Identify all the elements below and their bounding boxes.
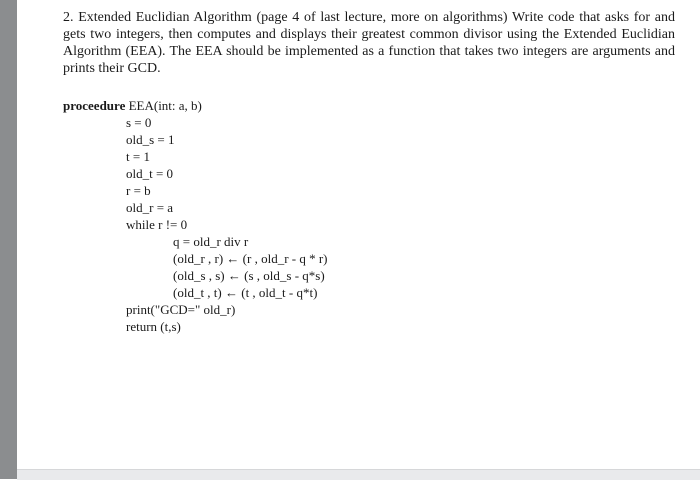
code-line: q = old_r div r bbox=[173, 234, 249, 249]
procedure-signature: EEA(int: a, b) bbox=[125, 98, 202, 113]
left-border bbox=[0, 0, 17, 479]
code-line: (old_s , s) ← (s , old_s - q*s) bbox=[173, 268, 325, 283]
code-line: (old_t , t) ← (t , old_t - q*t) bbox=[173, 285, 318, 300]
question-text: 2. Extended Euclidian Algorithm (page 4 of last lecture, more on algorithms) Write code that asks for and gets two integers, then computes and displays their greatest common divisor using the Extended Euclidian Algorithm (EEA). The EEA should be implemented as a function that takes two integers are arguments and prints their GCD. bbox=[63, 10, 675, 76]
code-line: print("GCD=" old_r) bbox=[126, 302, 236, 317]
code-line: r = b bbox=[126, 183, 151, 198]
code-line: s = 0 bbox=[126, 115, 152, 130]
procedure-keyword: proceedure bbox=[63, 98, 126, 113]
code-line: (old_r , r) ← (r , old_r - q * r) bbox=[173, 251, 328, 266]
code-line: old_r = a bbox=[126, 200, 174, 215]
code-line: old_s = 1 bbox=[126, 132, 175, 147]
code-line: t = 1 bbox=[126, 149, 150, 164]
code-line: while r != 0 bbox=[126, 217, 188, 232]
code-line: return (t,s) bbox=[126, 319, 181, 334]
pseudocode-header bbox=[63, 98, 202, 114]
bottom-edge bbox=[17, 469, 700, 480]
code-line: old_t = 0 bbox=[126, 166, 174, 181]
